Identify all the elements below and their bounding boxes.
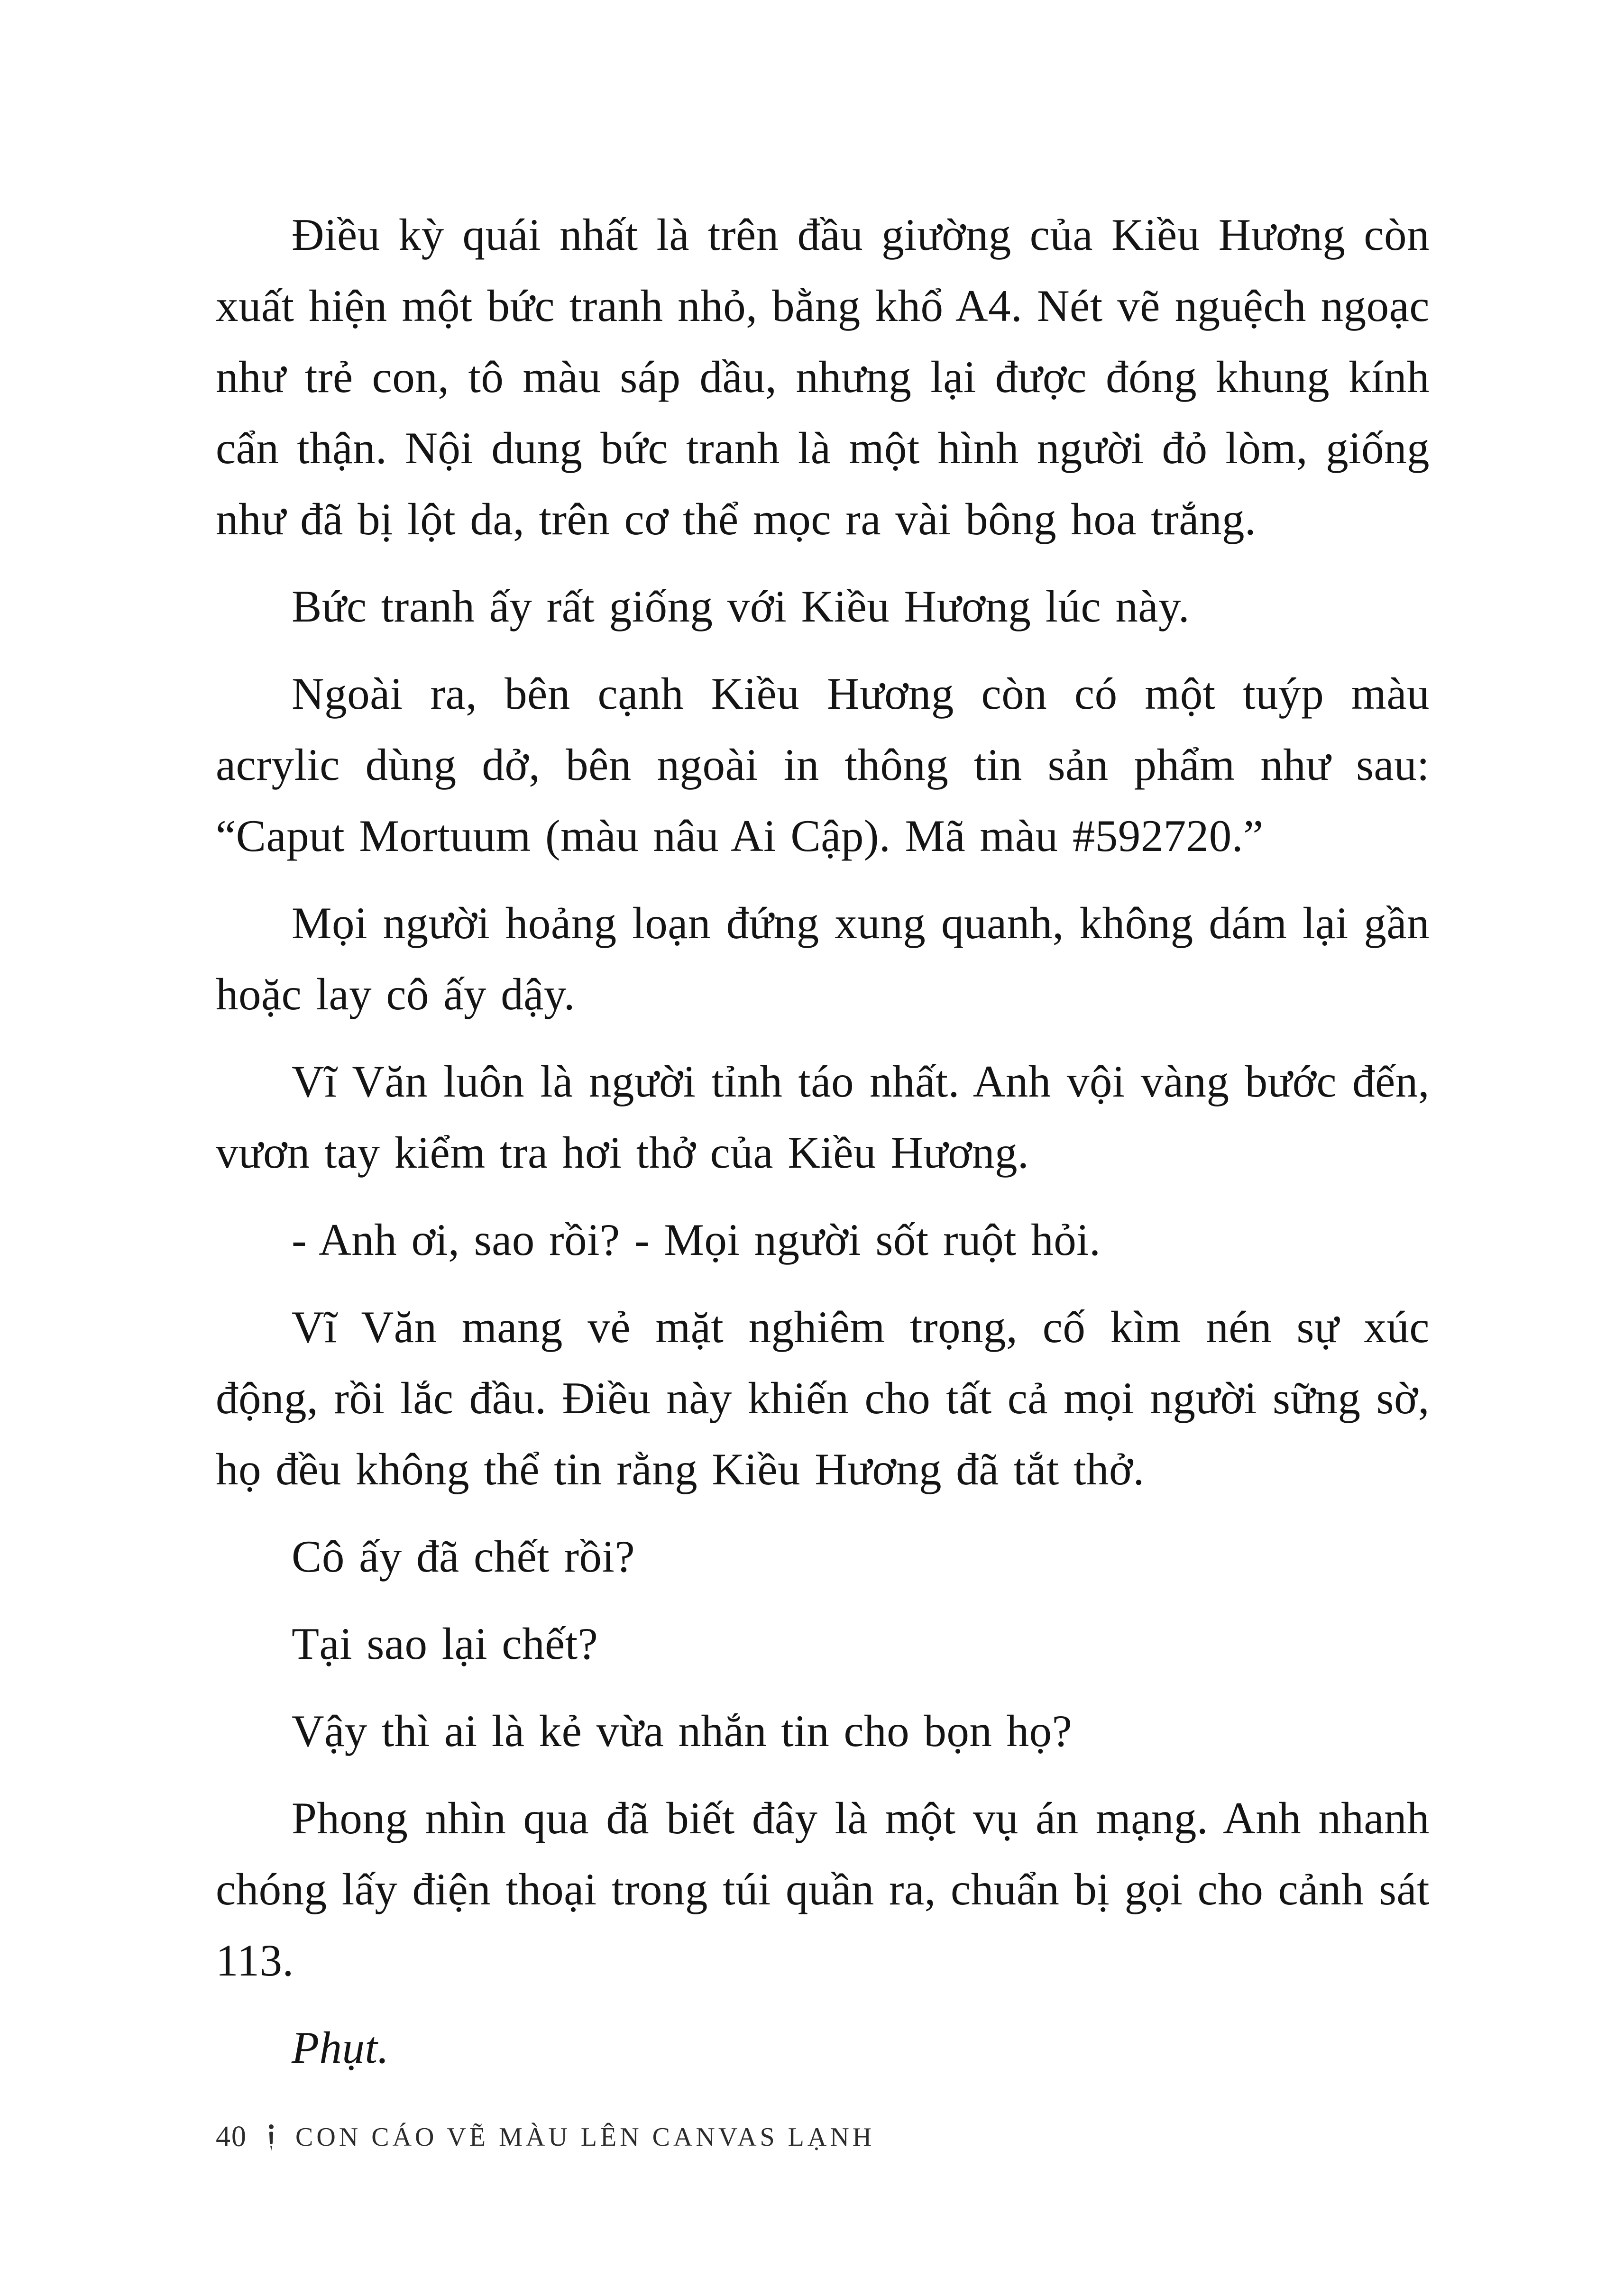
paragraph: Bức tranh ấy rất giống với Kiều Hương lúc này. xyxy=(292,581,1190,631)
page-number: 40 xyxy=(216,2121,247,2153)
paragraph: - Anh ơi, sao rồi? - Mọi người sốt ruột hỏi. xyxy=(292,1215,1101,1265)
paragraph: Vậy thì ai là kẻ vừa nhắn tin cho bọn họ? xyxy=(292,1706,1073,1756)
paragraph: Cô ấy đã chết rồi? xyxy=(292,1531,635,1582)
paragraph: Ngoài ra, bên cạnh Kiều Hương còn có một tuýp màu acrylic dùng dở, bên ngoài in thông tin sản phẩm như sau: “Caput Mortuum (màu nâu Ai Cập). Mã màu #592720.” xyxy=(216,668,1430,861)
paragraph: Vĩ Văn mang vẻ mặt nghiêm trọng, cố kìm nén sự xúc động, rồi lắc đầu. Điều này khiến cho tất cả mọi người sững sờ, họ đều không thể tin rằng Kiều Hương đã tắt thở. xyxy=(216,1302,1430,1494)
paragraph: Vĩ Văn luôn là người tỉnh táo nhất. Anh vội vàng bước đến, vươn tay kiểm tra hơi thở của Kiều Hương. xyxy=(216,1056,1430,1178)
paragraph: Điều kỳ quái nhất là trên đầu giường của Kiều Hương còn xuất hiện một bức tranh nhỏ, bằng khổ A4. Nét vẽ nguệch ngoạc như trẻ con, tô màu sáp dầu, nhưng lại được đóng khung kính cẩn thận. Nội dung bức tranh là một hình người đỏ lòm, giống như đã bị lột da, trên cơ thể mọc ra vài bông hoa trắng. xyxy=(216,210,1430,544)
brush-icon xyxy=(265,2123,277,2151)
paragraph: Mọi người hoảng loạn đứng xung quanh, không dám lại gần hoặc lay cô ấy dậy. xyxy=(216,898,1430,1019)
paragraph: Phụt. xyxy=(292,2022,389,2073)
page-footer xyxy=(216,2120,875,2154)
body-text xyxy=(216,199,1430,2099)
paragraph: Tại sao lại chết? xyxy=(292,1619,598,1669)
paragraph: Phong nhìn qua đã biết đây là một vụ án mạng. Anh nhanh chóng lấy điện thoại trong túi quần ra, chuẩn bị gọi cho cảnh sát 113. xyxy=(216,1793,1430,1985)
book-title: CON CÁO VẼ MÀU LÊN CANVAS LẠNH xyxy=(295,2122,875,2152)
